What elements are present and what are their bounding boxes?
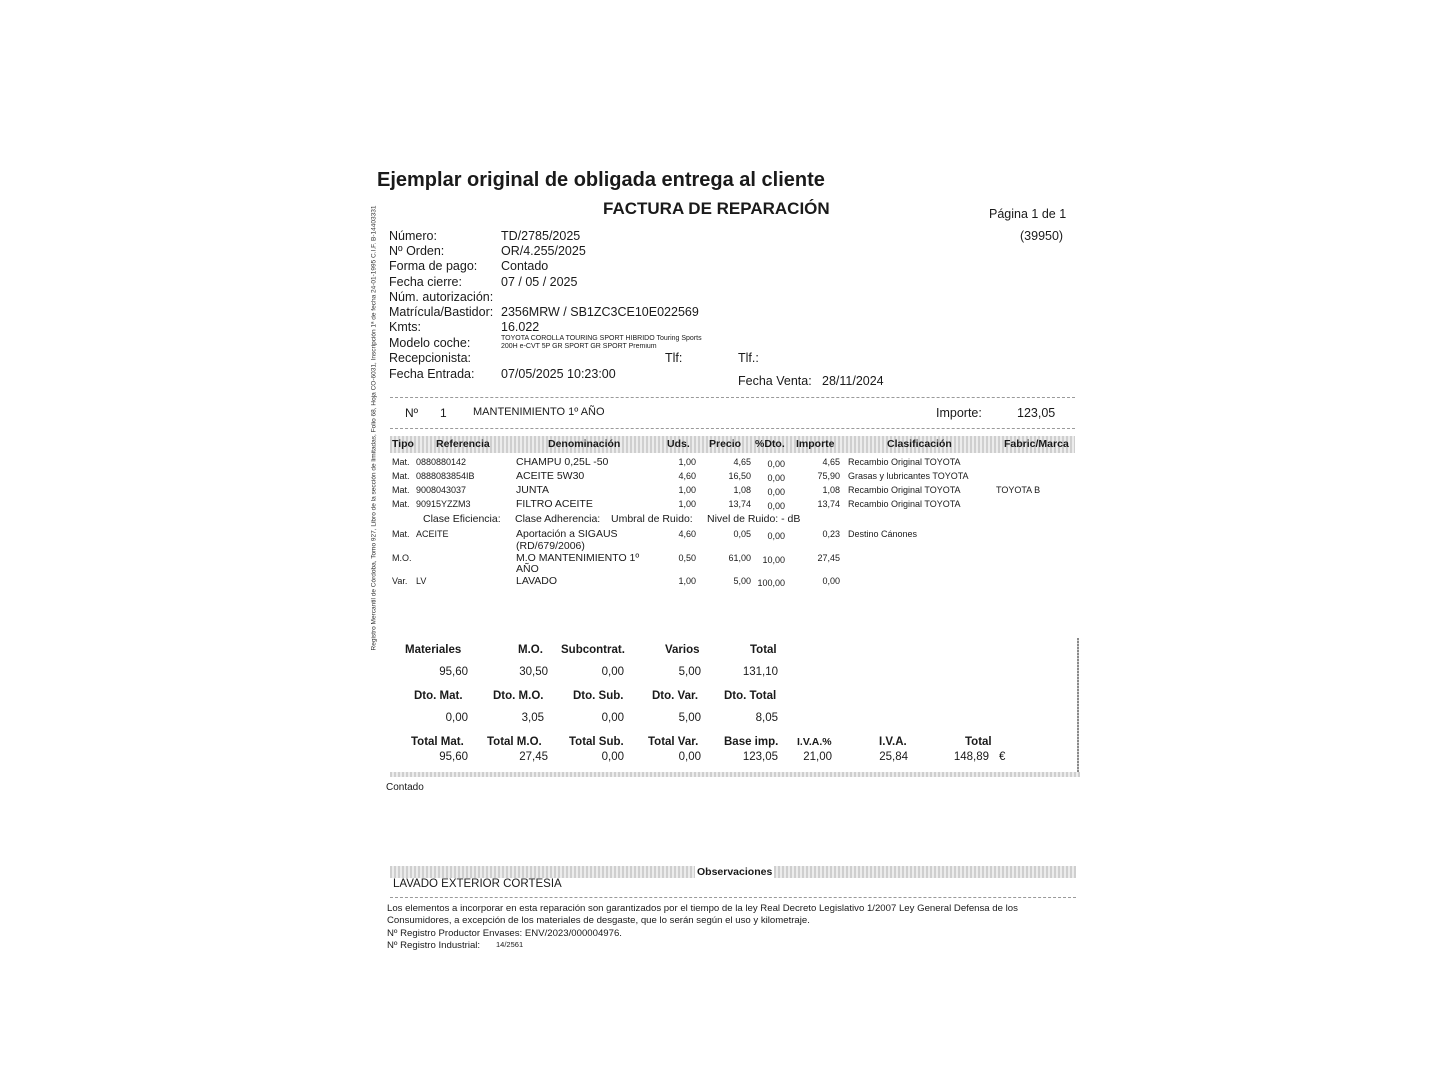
customer-code: (39950) [1020,229,1064,243]
clase-eficiencia: Clase Eficiencia: [423,513,501,525]
cell-fabric: TOYOTA B [996,485,1041,495]
divider [390,397,1075,398]
summary-value: 27,45 [519,751,548,763]
cell-precio: 5,00 [733,576,751,586]
cell-dto: 0,00 [767,531,785,541]
summary-value: 30,50 [519,666,548,678]
summary-label: M.O. [518,644,543,656]
summary-value: 0,00 [601,712,624,724]
cell-referencia: 9008043037 [416,485,467,495]
summary-label: I.V.A.% [797,736,832,748]
cell-referencia: 0880880142 [416,457,467,467]
legal-line-4-value: 14/2561 [496,940,524,949]
cell-tipo: Mat. [392,499,410,509]
cell-dto: 0,00 [767,501,785,511]
summary-value: 0,00 [678,751,701,763]
summary-value: 0,00 [601,666,624,678]
cell-denominacion: ACEITE 5W30 [516,470,585,482]
currency-symbol: € [999,751,1006,763]
cell-uds: 1,00 [678,457,696,467]
tlf-label-2: Tlf.: [738,351,759,365]
cell-clasificacion: Recambio Original TOYOTA [848,457,961,467]
modelo-label: Modelo coche: [389,336,471,350]
entrada-label: Fecha Entrada: [389,367,475,381]
modelo-line-2: 200H e-CVT 5P GR SPORT GR SPORT Premium [501,343,657,349]
legal-line-4-label: Nº Registro Industrial: [387,940,481,951]
cell-dto: 10,00 [762,555,785,565]
cell-denominacion: JUNTA [516,484,550,496]
col-importe: Importe [796,438,835,450]
cell-referencia: 0888083854IB [416,471,475,481]
col-tipo: Tipo [392,438,414,450]
payment-note: Contado [386,782,424,793]
kmts-label: Kmts: [389,320,421,334]
cell-uds: 4,60 [678,471,696,481]
cell-tipo: Mat. [392,529,410,539]
summary-value: 8,05 [755,712,778,724]
cell-denominacion: Aportación a SIGAUS [516,528,618,540]
venta-value: 28/11/2024 [822,374,884,388]
cell-precio: 61,00 [728,553,751,563]
operation-importe-label: Importe: [936,406,982,420]
recepcionista-label: Recepcionista: [389,351,471,365]
summary-label: Base imp. [724,736,779,748]
summary-label: Dto. Var. [652,690,699,702]
matricula-value: 2356MRW / SB1ZC3CE10E022569 [501,305,699,319]
cierre-label: Fecha cierre: [389,275,462,289]
col-fabric: Fabric/Marca [1004,438,1069,450]
cell-tipo: Mat. [392,457,410,467]
venta-label: Fecha Venta: [738,374,812,388]
cell-denominacion: M.O MANTENIMIENTO 1º [516,552,640,564]
cell-precio: 16,50 [728,471,751,481]
observaciones-heading: Observaciones [697,866,773,878]
summary-value: 0,00 [601,751,624,763]
cell-clasificacion: Grasas y lubricantes TOYOTA [848,471,969,481]
observaciones-text: LAVADO EXTERIOR CORTESIA [393,878,562,890]
summary-label: Total Sub. [569,736,624,748]
cell-dto: 0,00 [767,459,785,469]
umbral-ruido: Umbral de Ruido: [611,513,693,525]
cell-clasificacion: Recambio Original TOYOTA [848,485,961,495]
cell-precio: 0,05 [733,529,751,539]
summary-value: 3,05 [521,712,544,724]
col-dto: %Dto. [755,438,785,450]
col-precio: Precio [709,438,742,450]
cell-uds: 0,50 [678,553,696,563]
operation-number: 1 [440,406,447,420]
col-denominacion: Denominación [548,438,621,450]
summary-label: Subcontrat. [561,644,625,656]
cell-uds: 1,00 [678,485,696,495]
summary-label: Dto. Mat. [414,690,463,702]
cell-referencia: 90915YZZM3 [416,499,471,509]
cell-precio: 4,65 [733,457,751,467]
summary-right-border [1077,638,1079,774]
summary-value: 5,00 [678,666,701,678]
summary-label: I.V.A. [879,736,907,748]
page-indicator: Página 1 de 1 [989,207,1067,221]
cell-denominacion-2: AÑO [516,563,539,575]
cell-uds: 1,00 [678,576,696,586]
cell-referencia: LV [416,576,427,586]
summary-label: Total M.O. [487,736,542,748]
legal-line-2: Consumidores, a excepción de los materiales de desgaste, que lo serán según el uso y kilometraje. [387,915,810,926]
grand-total: 148,89 [953,751,989,763]
operation-n-label: Nº [405,406,419,420]
numero-value: TD/2785/2025 [501,229,581,243]
cell-importe: 1,08 [822,485,840,495]
cell-tipo: Mat. [392,485,410,495]
divider [390,428,1075,429]
cell-denominacion-2: (RD/679/2006) [516,540,585,552]
cell-importe: 0,23 [822,529,840,539]
operation-importe: 123,05 [1017,406,1056,420]
orden-value: OR/4.255/2025 [501,244,586,258]
cell-denominacion: LAVADO [516,575,558,587]
cell-denominacion: CHAMPU 0,25L -50 [516,456,609,468]
cell-importe: 4,65 [822,457,840,467]
banner-title: Ejemplar original de obligada entrega al cliente [377,169,825,191]
operation-name: MANTENIMIENTO 1º AÑO [473,406,605,418]
legal-line-1: Los elementos a incorporar en esta reparación son garantizados por el tiempo de la ley Real Decreto Legislativo 1/2007 Ley General Defensa de los [387,903,1018,914]
summary-label: Dto. Sub. [573,690,624,702]
summary-label: Dto. M.O. [493,690,544,702]
summary-bottom-band [390,772,1080,777]
divider [390,897,1076,898]
summary-label: Total Var. [648,736,699,748]
cell-referencia: ACEITE [416,529,449,539]
kmts-value: 16.022 [501,320,540,334]
summary-label: Total [750,644,777,656]
cell-tipo: Var. [392,576,408,586]
summary-value: 25,84 [879,751,908,763]
orden-label: Nº Orden: [389,244,445,258]
cell-importe: 27,45 [817,553,840,563]
cell-importe: 13,74 [817,499,840,509]
col-referencia: Referencia [436,438,490,450]
summary-value: 95,60 [439,666,468,678]
cell-importe: 0,00 [822,576,840,586]
cell-uds: 4,60 [678,529,696,539]
cell-denominacion: FILTRO ACEITE [516,498,593,510]
autorizacion-label: Núm. autorización: [389,290,494,304]
cell-tipo: M.O. [392,553,412,563]
cell-importe: 75,90 [817,471,840,481]
summary-value: 131,10 [742,666,778,678]
legal-line-3: Nº Registro Productor Envases: ENV/2023/000004976. [387,928,622,939]
summary-value: 21,00 [803,751,832,763]
cell-precio: 13,74 [728,499,751,509]
cell-tipo: Mat. [392,471,410,481]
summary-label: Varios [665,644,700,656]
summary-label: Materiales [405,644,462,656]
numero-label: Número: [389,229,437,243]
clase-adherencia: Clase Adherencia: [515,513,601,525]
entrada-value: 07/05/2025 10:23:00 [501,367,616,381]
cell-precio: 1,08 [733,485,751,495]
modelo-line-1: TOYOTA COROLLA TOURING SPORT HIBRIDO Touring Sports [501,335,702,342]
cell-dto: 0,00 [767,487,785,497]
tlf-label-1: Tlf: [665,351,683,365]
col-uds: Uds. [667,438,690,450]
summary-label: Dto. Total [724,690,777,702]
summary-value: 5,00 [678,712,701,724]
pago-value: Contado [501,259,549,273]
pago-label: Forma de pago: [389,259,478,273]
cell-clasificacion: Recambio Original TOYOTA [848,499,961,509]
cell-dto: 0,00 [767,473,785,483]
cell-dto: 100,00 [757,578,785,588]
cell-uds: 1,00 [678,499,696,509]
summary-label: Total Mat. [411,736,464,748]
cell-clasificacion: Destino Cánones [848,529,918,539]
summary-value: 0,00 [445,712,468,724]
document-title: FACTURA DE REPARACIÓN [603,199,830,218]
summary-label: Total [965,736,992,748]
nivel-ruido: Nivel de Ruido: - dB [707,513,801,525]
cierre-value: 07 / 05 / 2025 [501,275,578,289]
summary-value: 95,60 [439,751,468,763]
matricula-label: Matrícula/Bastidor: [389,305,494,319]
col-clasificacion: Clasificación [887,438,952,450]
summary-value: 123,05 [742,751,778,763]
